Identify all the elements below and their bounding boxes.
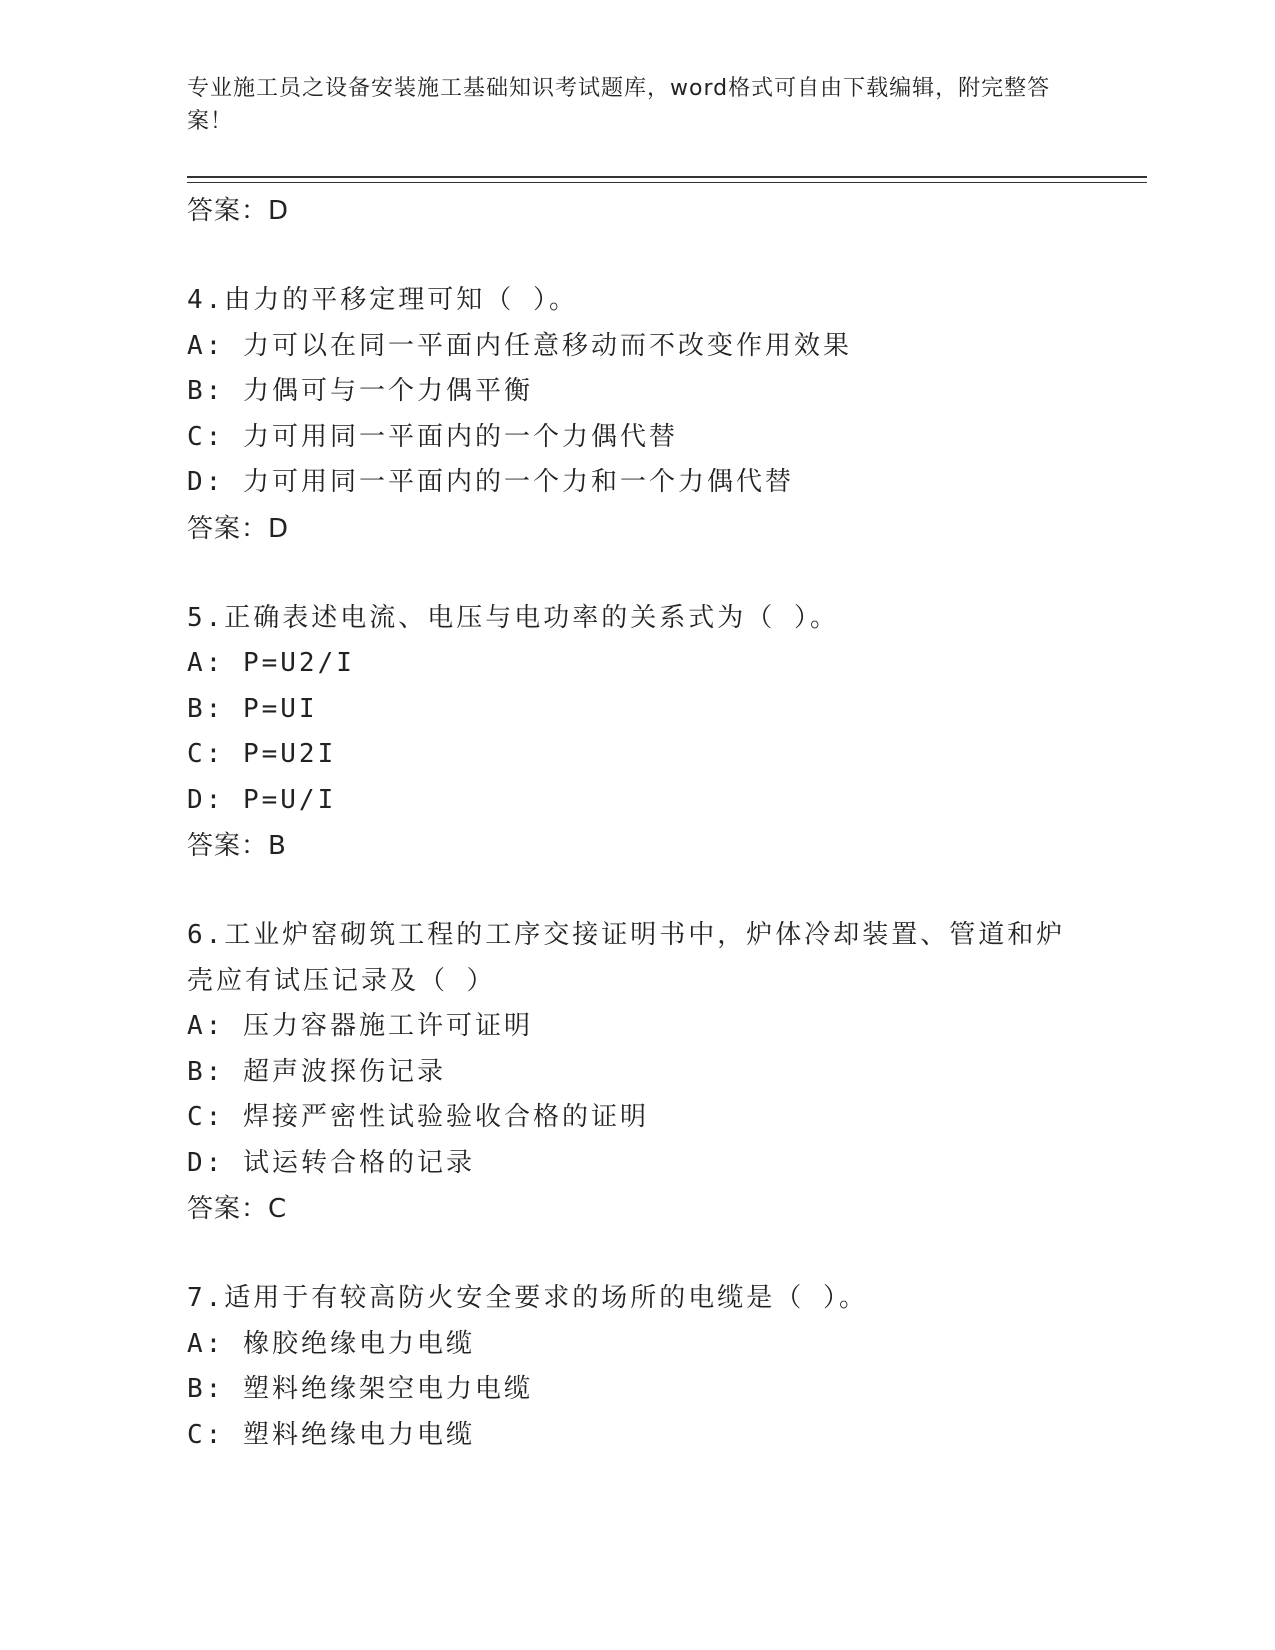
option-b: B: 力偶可与一个力偶平衡 — [187, 376, 533, 406]
header-rule-thin — [187, 182, 1147, 183]
option-c: C: 焊接严密性试验验收合格的证明 — [187, 1102, 649, 1132]
option-a: A: P=U2/I — [187, 648, 355, 678]
answer-line: 答案：C — [187, 1194, 288, 1224]
question-7 — [187, 1276, 1147, 1458]
option-d: D: 力可用同一平面内的一个力和一个力偶代替 — [187, 467, 794, 497]
option-b: B: P=UI — [187, 693, 318, 724]
question-4 — [187, 278, 1147, 552]
option-c: C: P=U2I — [187, 739, 337, 769]
question-stem-line: 壳应有试压记录及（ ） — [187, 965, 496, 996]
answer-line: 答案：B — [187, 831, 287, 861]
header-rule-thick — [187, 176, 1147, 178]
option-d: D: 试运转合格的记录 — [187, 1147, 475, 1178]
option-d: D: P=U/I — [187, 784, 337, 815]
question-stem-line: 4.由力的平移定理可知（ ）。 — [187, 285, 578, 315]
option-b: B: 塑料绝缘架空电力电缆 — [187, 1374, 533, 1404]
question-stem — [187, 278, 1147, 324]
question-stem — [187, 913, 1147, 1004]
question-stem — [187, 1276, 1147, 1322]
question-stem-line: 7.适用于有较高防火安全要求的场所的电缆是（ ）。 — [187, 1283, 868, 1313]
option-a: A: 橡胶绝缘电力电缆 — [187, 1328, 475, 1359]
option-a: A: 力可以在同一平面内任意移动而不改变作用效果 — [187, 330, 852, 361]
document-body — [187, 188, 1147, 1458]
option-c: C: 力可用同一平面内的一个力偶代替 — [187, 421, 678, 452]
question-6 — [187, 913, 1147, 1232]
question-stem — [187, 596, 1147, 642]
document-header: 专业施工员之设备安装施工基础知识考试题库，word格式可自由下载编辑，附完整答案！ — [187, 76, 1051, 134]
question-stem-line: 6.工业炉窑砌筑工程的工序交接证明书中，炉体冷却装置、管道和炉 — [187, 920, 1066, 950]
question-stem-line: 5.正确表述电流、电压与电功率的关系式为（ ）。 — [187, 602, 839, 633]
option-a: A: 压力容器施工许可证明 — [187, 1011, 533, 1041]
option-b: B: 超声波探伤记录 — [187, 1056, 446, 1087]
question-5 — [187, 596, 1147, 870]
answer-line: 答案：D — [187, 196, 290, 226]
answer-line: 答案：D — [187, 513, 290, 544]
option-c: C: 塑料绝缘电力电缆 — [187, 1419, 475, 1450]
